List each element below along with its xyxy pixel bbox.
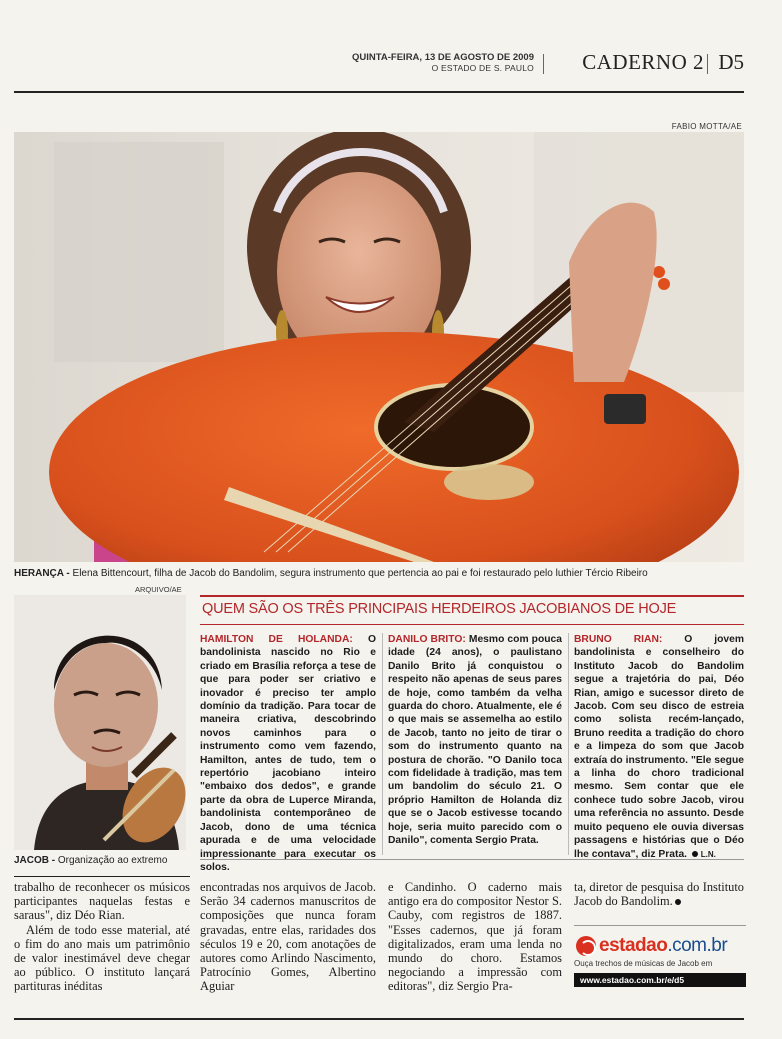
main-photo-illustration xyxy=(14,132,744,562)
article-column-2 xyxy=(200,880,376,994)
caption-label: HERANÇA - xyxy=(14,568,70,579)
box-rule xyxy=(200,624,744,625)
web-promo-url[interactable]: www.estadao.com.br/e/d5 xyxy=(574,973,746,987)
box-rule xyxy=(200,595,744,597)
article-column-1 xyxy=(14,880,190,994)
article-paragraph: Além de todo esse material, até o fim do ano mais um patrimônio de valor inestimável deve chegar ao público. O instituto lançará partituras inéditas xyxy=(14,922,190,994)
portrait-illustration xyxy=(14,595,186,850)
footer-rule xyxy=(14,1018,744,1020)
logo-domain: .com.br xyxy=(667,935,728,956)
heir-name: BRUNO RIAN: xyxy=(574,634,663,645)
article-paragraph xyxy=(574,880,744,908)
main-photo xyxy=(14,132,744,562)
portrait-photo xyxy=(14,595,186,850)
header-divider xyxy=(543,54,544,74)
article-paragraph: encontradas nos arquivos de Jacob. Serão 34 cadernos manuscritos de composições que nunca foram gravadas, entre elas, raridades dos séculos 19 e 20, com anotações de autores como Arlindo Nascimento, Patrocínio Gomes, Albertino Aguiar xyxy=(200,880,376,994)
portrait-caption xyxy=(14,855,190,866)
photo-caption xyxy=(14,568,744,580)
heir-name: HAMILTON DE HOLANDA: xyxy=(200,634,353,645)
heir-text: Mesmo com pouca idade (24 anos), o paulistano Danilo Brito já conquistou o respeito não apenas de seus pares de hoje, como também da velha guarda do choro. Atualmente, ele é o que mais se assemelha ao estilo de Jacob, tanto no jeito de tirar o som do instrumento quanto na postura de chorão. "O Danilo toca com fidelidade à tradição, mas tem um bandolim do século 21. O próprio Hamilton de Holanda diz que se o Jacob estivesse tocando hoje, seria muito parecido com o Danilo", comenta Sergio Prata. xyxy=(388,634,562,847)
issue-date-block xyxy=(352,52,534,74)
header-divider xyxy=(707,54,708,74)
estadao-logo-icon xyxy=(576,936,596,956)
portrait-caption-label: JACOB - xyxy=(14,855,56,866)
page-number: D5 xyxy=(718,50,744,74)
portrait-credit: ARQUIVO/AE xyxy=(135,585,182,594)
newspaper-name: O ESTADO DE S. PAULO xyxy=(431,63,534,73)
heir-text: O bandolinista nascido no Rio e criado em Brasília reforça a tese de que para poder ser criativo e inovador é preciso ter amplo domínio da tradição. Para tocar de maneira criativa, descobrindo novos caminhos para o instrumento como vem fazendo, Hamilton, antes de tudo, tem o repertório jacobiano inteiro "embaixo dos dedos", e grande parte da obra de Luperce Miranda, bandolinista contemporâneo de Jacob, dono de uma técnica apurada e de uma velocidade impressionante para executar os solos. xyxy=(200,634,376,873)
estadao-logo[interactable] xyxy=(576,935,727,957)
portrait-caption-text: Organização ao extremo xyxy=(55,855,168,866)
photo-credit: FABIO MOTTA/AE xyxy=(671,122,742,131)
article-end-text: ta, diretor de pesquisa do Instituto Jacob do Bandolim. xyxy=(574,880,744,909)
web-promo-text: Ouça trechos de músicas de Jacob em xyxy=(574,959,713,968)
section-name: CADERNO 2 xyxy=(582,50,704,74)
author-signature: L.N. xyxy=(700,849,716,859)
end-bullet-icon xyxy=(675,899,681,905)
issue-date: QUINTA-FEIRA, 13 DE AGOSTO DE 2009 xyxy=(352,52,534,63)
caption-text: Elena Bittencourt, filha de Jacob do Bandolim, segura instrumento que pertencia ao pai e foi restaurado pelo luthier Tércio Ribeiro xyxy=(69,568,648,579)
heir-name: DANILO BRITO: xyxy=(388,634,466,645)
article-paragraph: e Candinho. O caderno mais antigo era do compositor Nestor S. Cauby, com registros de 1887. "Esses cadernos, que já foram digitalizados, eram uma lenda no mundo do choro. Estamos negociando a impressão com editoras", diz Sergio Pra- xyxy=(388,880,562,994)
end-bullet-icon xyxy=(692,851,698,857)
article-rule xyxy=(14,876,190,877)
article-paragraph: trabalho de reconhecer os músicos participantes naquelas festas e saraus", diz Déo Rian. xyxy=(14,880,190,923)
article-column-3 xyxy=(388,880,562,994)
heir-text: O jovem bandolinista e conselheiro do Instituto Jacob do Bandolim segue a trajetória do pai, Déo Rian, amigo e sucessor direto de Jacob. Com seu disco de estreia como solista recém-lançado, Bruno reedita a tradição do choro e a limpeza do som que Jacob extraía do instrumento. "Ele segue a linha do choro tradicional mesmo. Sem contar que ele conhece tudo sobre Jacob, virou uma referência no assunto. Desde muito pequeno ele ouvia diversas passagens e histórias que o Déo lhe contava", diz Prata. xyxy=(574,634,744,860)
heir-column-bruno xyxy=(574,633,744,861)
column-divider xyxy=(382,633,383,855)
box-bottom-rule xyxy=(200,859,744,860)
box-headline: QUEM SÃO OS TRÊS PRINCIPAIS HERDEIROS JACOBIANOS DE HOJE xyxy=(202,601,677,617)
header-rule xyxy=(14,91,744,93)
article-column-4 xyxy=(574,880,744,908)
heir-column-danilo xyxy=(388,633,562,848)
logo-name: estadao xyxy=(599,935,668,956)
heir-column-hamilton xyxy=(200,633,376,874)
web-promo-rule xyxy=(574,925,746,926)
page-header xyxy=(14,50,744,78)
column-divider xyxy=(568,633,569,855)
